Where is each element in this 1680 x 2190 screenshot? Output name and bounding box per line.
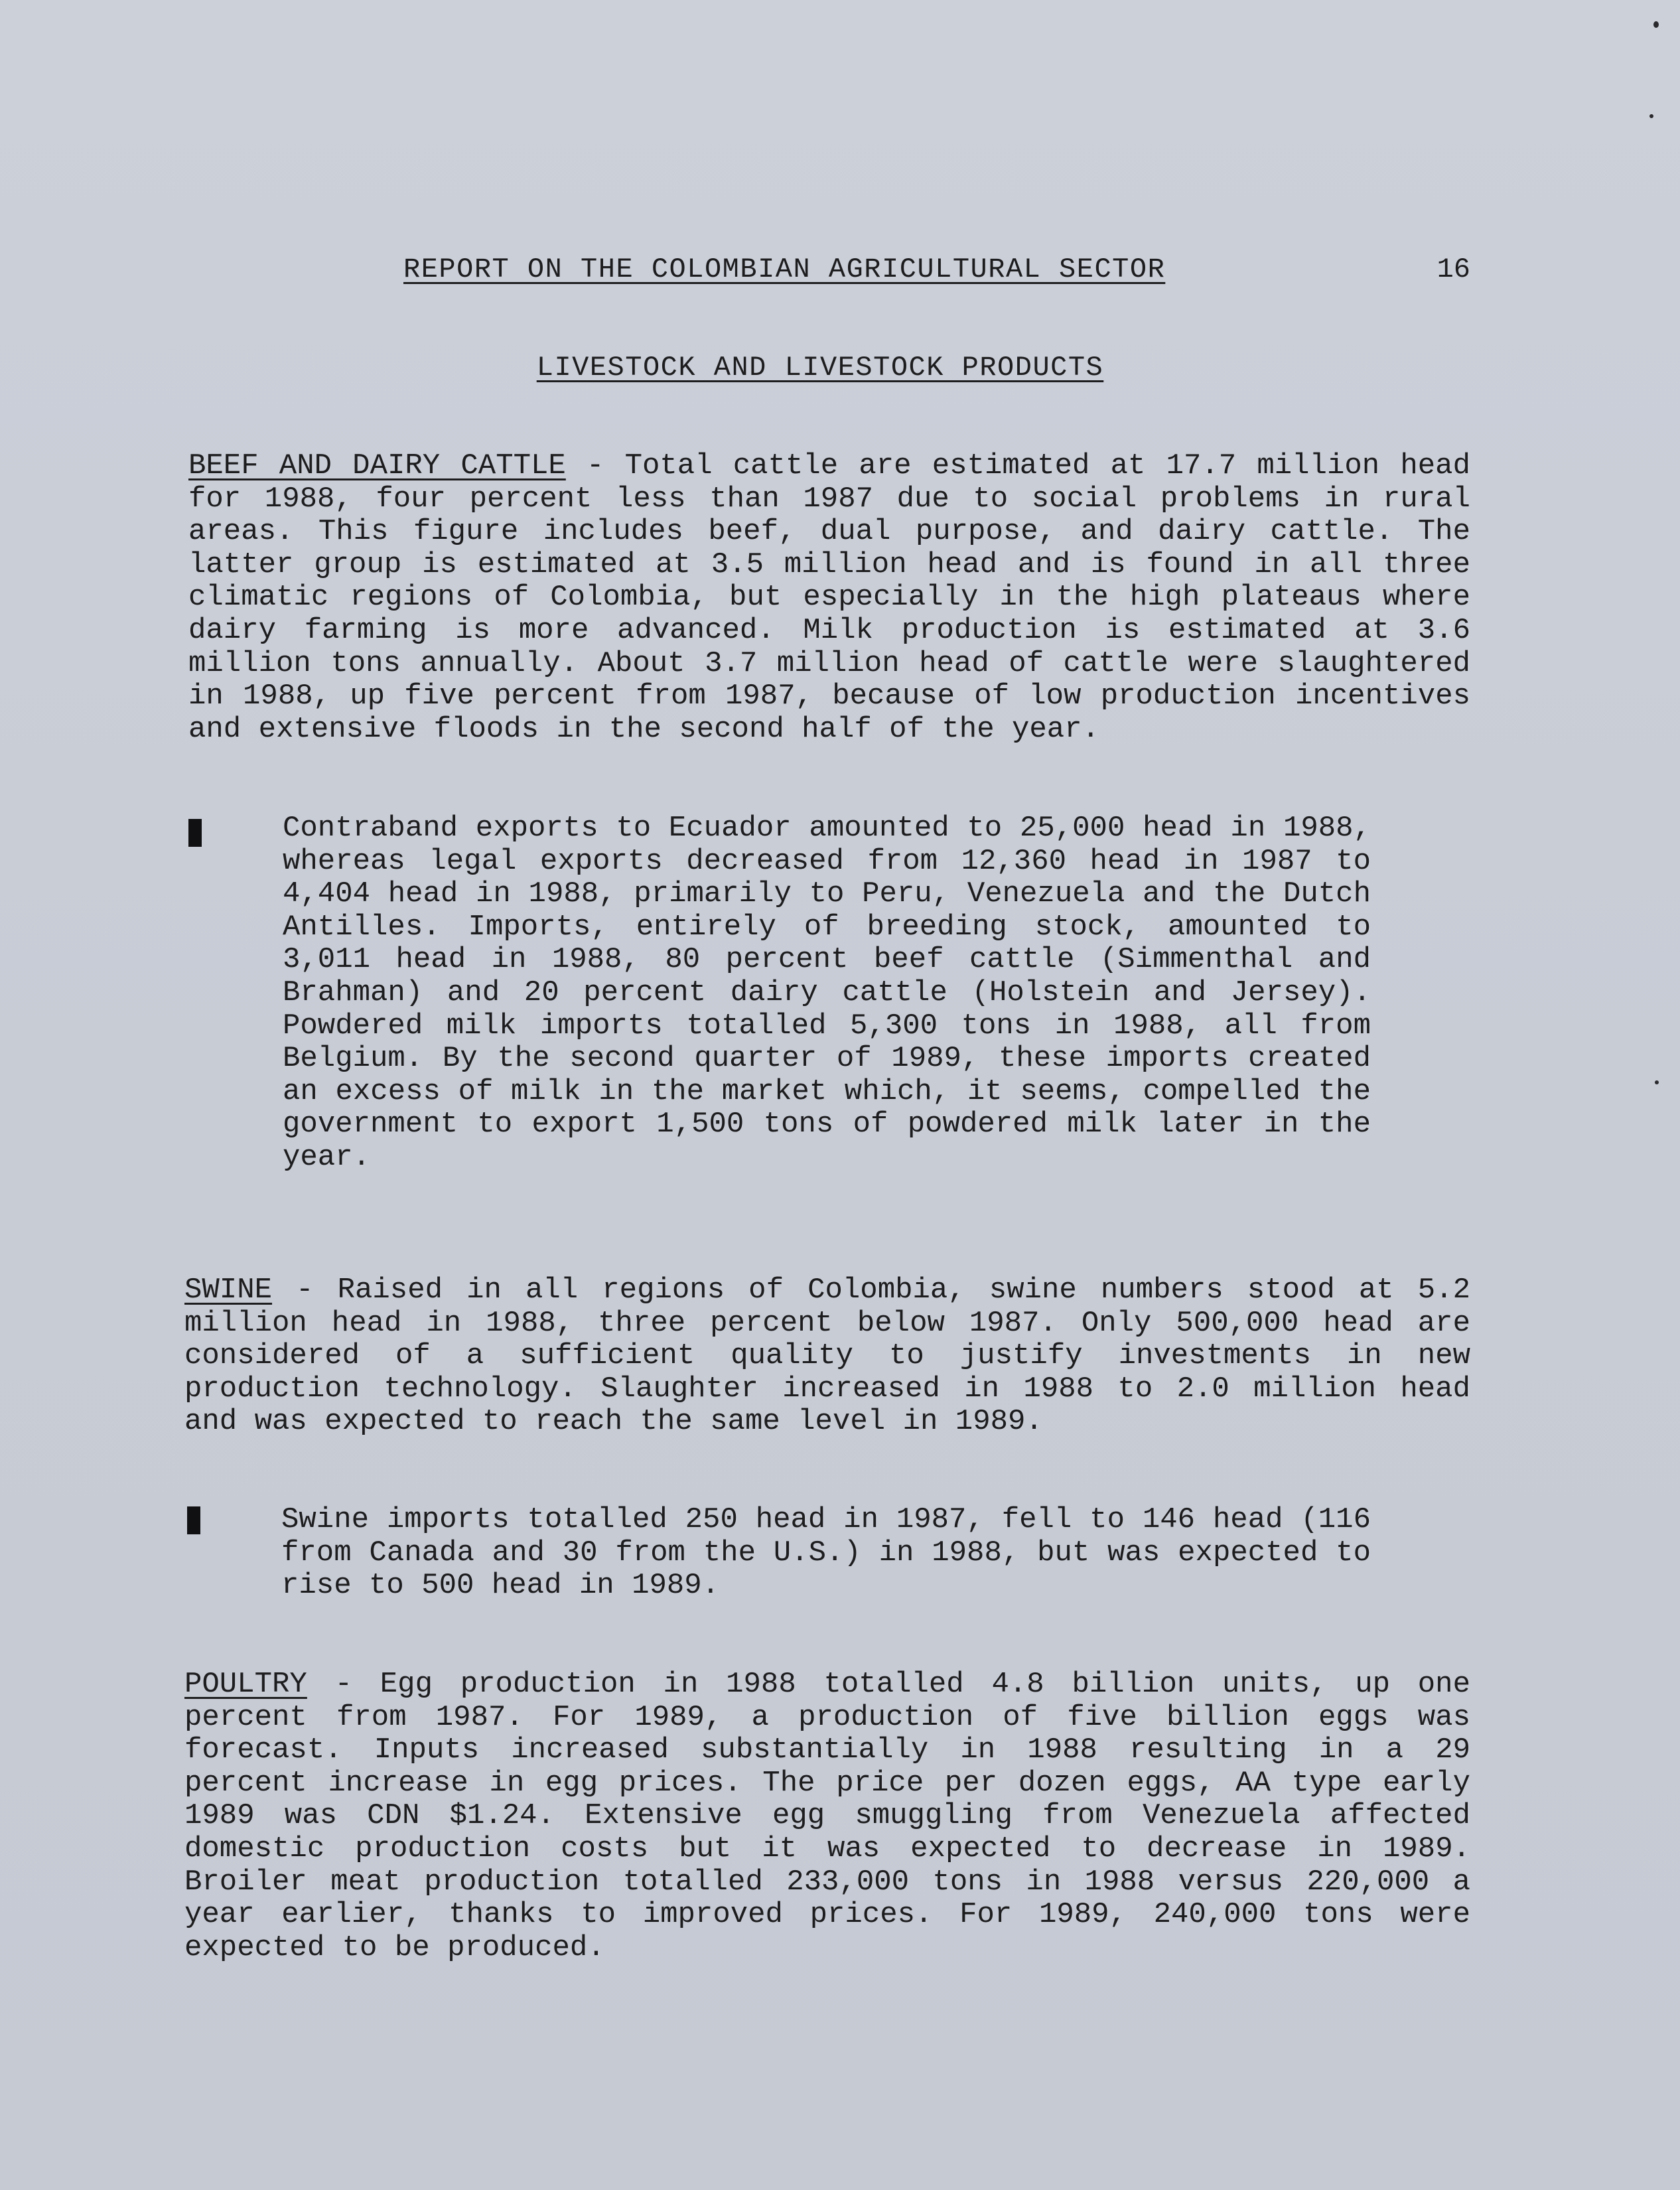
- paragraph-swine: [184, 1274, 1470, 1439]
- paragraph-beef-dairy-cattle: [188, 450, 1470, 746]
- paragraph-swine-imports: [281, 1504, 1371, 1603]
- paragraph-body-swine: - Raised in all regions of Colombia, swine numbers stood at 5.2 million head in 1988, three percent below 1987. Only 500,000 head are considered of a sufficient quality to justify investments in new production technology. Slaughter increased in 1988 to 2.0 million head and was expected to reach the same level in 1989.: [184, 1274, 1470, 1439]
- page-header: [403, 254, 1470, 293]
- bullet-marker: [187, 1506, 200, 1534]
- paragraph-body-swine-imports: Swine imports totalled 250 head in 1987, fell to 146 head (116 from Canada and 30 from the U.S.) in 1988, but was expected to rise to 500 head in 1989.: [281, 1503, 1371, 1603]
- paragraph-body-poultry: - Egg production in 1988 totalled 4.8 billion units, up one percent from 1987. For 1989, a production of five billion eggs was forecast. Inputs increased substantially in 1988 resulting in a 29 percent increase in egg prices. The price per dozen eggs, AA type early 1989 was CDN $1.24. Extensive egg smuggling from Venezuela affected domestic production costs but it was expected to decrease in 1989. Broiler meat production totalled 233,000 tons in 1988 versus 220,000 a year earlier, thanks to improved prices. For 1989, 240,000 tons were expected to be produced.: [184, 1668, 1470, 1964]
- bullet-marker: [188, 819, 202, 847]
- section-title-text: LIVESTOCK AND LIVESTOCK PRODUCTS: [536, 352, 1104, 384]
- running-head: REPORT ON THE COLOMBIAN AGRICULTURAL SECTOR: [403, 254, 1166, 285]
- paragraph-body-beef-dairy: - Total cattle are estimated at 17.7 million head for 1988, four percent less than 1987 due to social problems in rural areas. This figure includes beef, dual purpose, and dairy cattle. The latter group is estimated at 3.5 million head and is found in all three climatic regions of Colombia, but especially in the high plateaus where dairy farming is more advanced. Milk production is estimated at 3.6 million tons annually. About 3.7 million head of cattle were slaughtered in 1988, up five percent from 1987, because of low production incentives and extensive floods in the second half of the year.: [188, 449, 1470, 746]
- paragraph-contraband-exports: [283, 812, 1371, 1175]
- paragraph-lead-swine: SWINE: [184, 1274, 273, 1307]
- paragraph-lead-poultry: POULTRY: [184, 1668, 307, 1701]
- section-title: [0, 352, 1680, 384]
- scan-speck: [1655, 1080, 1659, 1084]
- page-number: 16: [1436, 254, 1470, 285]
- paragraph-lead-beef-dairy: BEEF AND DAIRY CATTLE: [188, 449, 566, 482]
- scan-speck: [1653, 21, 1659, 28]
- paragraph-body-contraband: Contraband exports to Ecuador amounted to 25,000 head in 1988, whereas legal exports decreased from 12,360 head in 1987 to 4,404 head in 1988, primarily to Peru, Venezuela and the Dutch Antilles. Imports, entirely of breeding stock, amounted to 3,011 head in 1988, 80 percent beef cattle (Simmenthal and Brahman) and 20 percent dairy cattle (Holstein and Jersey). Powdered milk imports totalled 5,300 tons in 1988, all from Belgium. By the second quarter of 1989, these imports created an excess of milk in the market which, it seems, compelled the government to export 1,500 tons of powdered milk later in the year.: [283, 812, 1371, 1174]
- scan-speck: [1649, 114, 1653, 118]
- paragraph-poultry: [184, 1668, 1470, 1964]
